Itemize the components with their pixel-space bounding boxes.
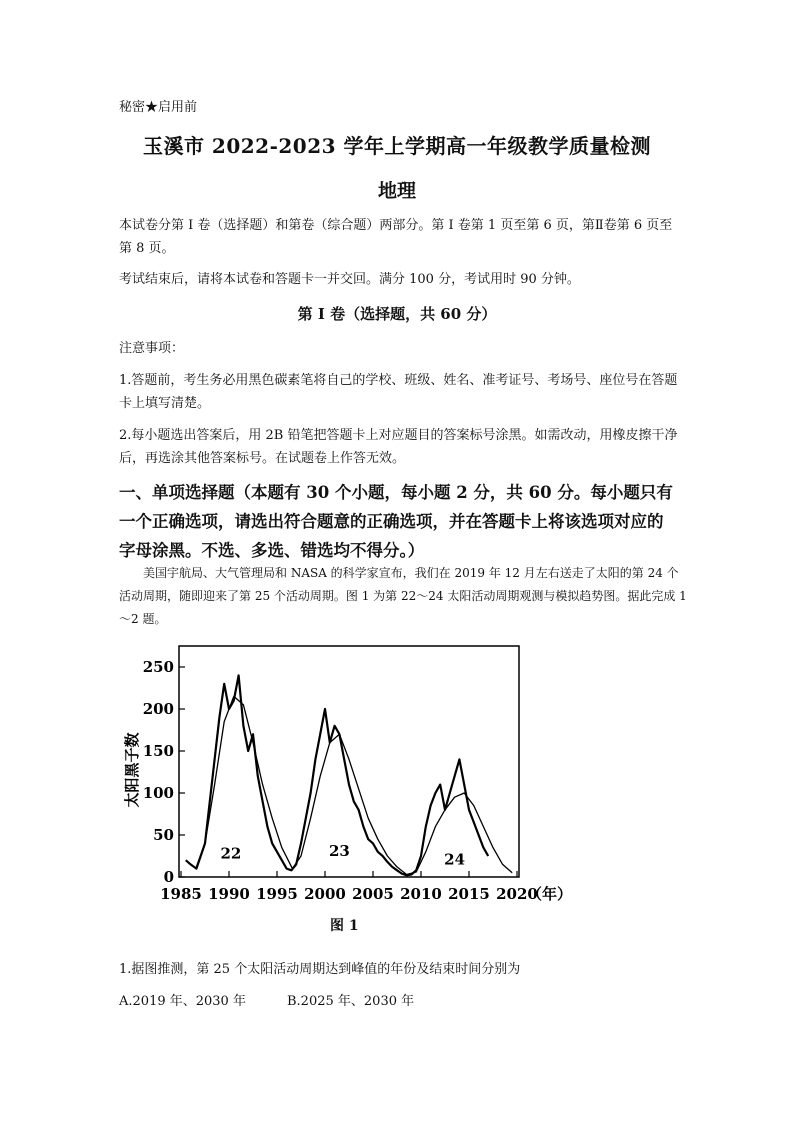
y-tick-label: 250: [142, 658, 174, 676]
x-tick-label: 1990: [208, 885, 250, 903]
notes-label: 注意事项：: [119, 341, 185, 356]
part-heading: 一、单项选择题（本题有 30 个小题，每小题 2 分，共 60 分。每小题只有一个正确选项，请选出符合题意的正确选项，并在答题卡上将该选项对应的字母涂黑。不选、多选、错选均不得分。）: [119, 483, 673, 560]
option-a: A.2019 年、2030 年: [119, 994, 246, 1009]
x-tick-label: 2000: [304, 885, 346, 903]
intro-paragraph-2: 考试结束后，请将本试卷和答题卡一并交回。满分 100 分，考试用时 90 分钟。: [119, 272, 580, 287]
sunspot-chart: [119, 640, 589, 915]
subject-title: 地理: [377, 180, 416, 202]
question-1: 1.据图推测，第 25 个太阳活动周期达到峰值的年份及结束时间分别为: [119, 962, 521, 977]
x-tick-label: 2015: [448, 885, 490, 903]
y-tick-label: 150: [142, 742, 174, 760]
section-heading: 第 I 卷（选择题，共 60 分）: [297, 305, 497, 323]
x-tick-label: 1995: [256, 885, 298, 903]
x-tick-label: 1985: [160, 885, 202, 903]
y-tick-label: 100: [142, 784, 174, 802]
note-1: 1.答题前，考生务必用黑色碳素笔将自己的学校、班级、姓名、准考证号、考场号、座位号在答题卡上填写清楚。: [119, 373, 678, 411]
x-tick-label: 2010: [400, 885, 442, 903]
confidential-mark: 秘密★启用前: [119, 100, 198, 115]
exam-title: 玉溪市 2022-2023 学年上学期高一年级教学质量检测: [142, 134, 652, 158]
x-tick-label: 2005: [352, 885, 394, 903]
note-2: 2.每小题选出答案后，用 2B 铅笔把答题卡上对应题目的答案标号涂黑。如需改动，用橡皮擦干净后，再选涂其他答案标号。在试题卷上作答无效。: [119, 428, 678, 466]
cycle-label: 24: [444, 850, 466, 869]
x-axis-label: （年）: [527, 885, 573, 903]
y-axis-label: 太阳黑子数: [123, 732, 141, 808]
question-stem: 美国宇航局、大气管理局和 NASA 的科学家宣布，我们在 2019 年 12 月左右送走了太阳的第 24 个活动周期，随即迎来了第 25 个活动周期。图 1 为第 22～24 太阳活动周期观测与模拟趋势图。据此完成 1～2 题。: [119, 566, 687, 626]
option-b: B.2025 年、2030 年: [287, 994, 415, 1009]
cycle-label: 23: [328, 842, 350, 860]
cycle-label: 22: [220, 844, 242, 863]
intro-paragraph-1: 本试卷分第 I 卷（选择题）和第卷（综合题）两部分。第 I 卷第 1 页至第 6 页，第Ⅱ卷第 6 页至第 8 页。: [119, 218, 673, 256]
y-tick-label: 200: [142, 700, 174, 718]
y-tick-label: 0: [163, 868, 174, 886]
x-tick-label: 2020: [496, 885, 538, 903]
y-tick-label: 50: [153, 826, 174, 844]
figure-caption: 图 1: [330, 918, 359, 934]
